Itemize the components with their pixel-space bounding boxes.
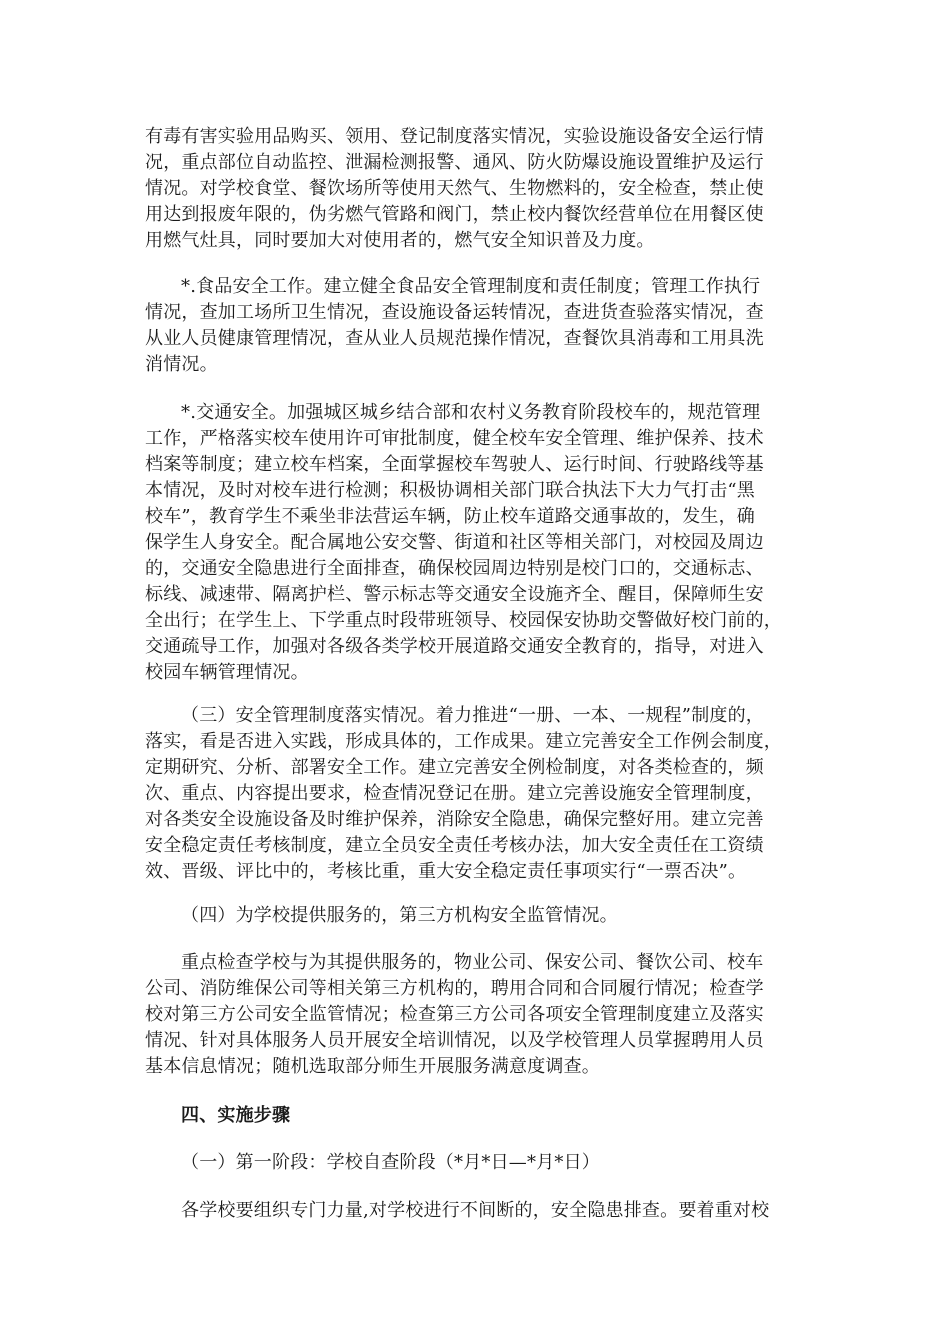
paragraph-9-line-1: 各学校要组织专门力量,对学校进行不间断的，安全隐患排查。要着重对校 xyxy=(181,1200,770,1221)
paragraph-1-line-2: 况，重点部位自动监控、泄漏检测报警、通风、防火防爆设施设置维护及运行 xyxy=(145,152,764,173)
paragraph-3-line-4: 本情况，及时对校车进行检测；积极协调相关部门联合执法下大力气打击“黑 xyxy=(145,480,755,501)
paragraph-3-line-6: 保学生人身安全。配合属地公安交警、街道和社区等相关部门，对校园及周边 xyxy=(145,532,764,553)
section-heading: 四、实施步骤 xyxy=(181,1105,291,1126)
paragraph-3-line-5: 校车”，教育学生不乘坐非法营运车辆，防止校车道路交通事故的，发生，确 xyxy=(145,506,755,527)
paragraph-5-line-1: （四）为学校提供服务的，第三方机构安全监管情况。 xyxy=(181,905,618,926)
paragraph-2-line-1: *.食品安全工作。建立健全食品安全管理制度和责任制度；管理工作执行 xyxy=(181,276,761,297)
paragraph-6-line-3: 校对第三方公司安全监管情况；检查第三方公司各项安全管理制度建立及落实 xyxy=(145,1004,764,1025)
paragraph-6-line-2: 公司、消防维保公司等相关第三方机构的，聘用合同和合同履行情况；检查学 xyxy=(145,978,764,999)
paragraph-4-line-3: 定期研究、分析、部署安全工作。建立完善安全例检制度，对各类检查的，频 xyxy=(145,757,764,778)
paragraph-2-line-4: 消情况。 xyxy=(145,354,218,375)
paragraph-6-line-1: 重点检查学校与为其提供服务的，物业公司、保安公司、餐饮公司、校车 xyxy=(181,952,764,973)
paragraph-1-line-1: 有毒有害实验用品购买、领用、登记制度落实情况，实验设施设备安全运行情 xyxy=(145,126,764,147)
paragraph-2-line-3: 从业人员健康管理情况，查从业人员规范操作情况，查餐饮具消毒和工用具洗 xyxy=(145,328,764,349)
paragraph-3-line-9: 全出行；在学生上、下学重点时段带班领导、校园保安协助交警做好校门前的， xyxy=(145,610,782,631)
paragraph-3-line-1: *.交通安全。加强城区城乡结合部和农村义务教育阶段校车的，规范管理 xyxy=(181,402,761,423)
paragraph-3-line-10: 交通疏导工作，加强对各级各类学校开展道路交通安全教育的，指导，对进入 xyxy=(145,636,764,657)
paragraph-4-line-7: 效、晋级、评比中的，考核比重，重大安全稳定责任事项实行“一票否决”。 xyxy=(145,861,747,882)
paragraph-4-line-1: （三）安全管理制度落实情况。着力推进“一册、一本、一规程”制度的， xyxy=(181,705,765,726)
paragraph-4-line-5: 对各类安全设施设备及时维护保养，消除安全隐患，确保完整好用。建立完善 xyxy=(145,809,764,830)
paragraph-4-line-2: 落实，看是否进入实践，形成具体的，工作成果。建立完善安全工作例会制度， xyxy=(145,731,782,752)
paragraph-1-line-3: 情况。对学校食堂、餐饮场所等使用天然气、生物燃料的，安全检查，禁止使 xyxy=(145,178,764,199)
paragraph-6-line-4: 情况、针对具体服务人员开展安全培训情况，以及学校管理人员掌握聘用人员 xyxy=(145,1030,764,1051)
subsection-heading: （一）第一阶段：学校自查阶段（*月*日—*月*日） xyxy=(181,1152,600,1173)
paragraph-3-line-8: 标线、减速带、隔离护栏、警示标志等交通安全设施齐全、醒目，保障师生安 xyxy=(145,584,764,605)
paragraph-3-line-11: 校园车辆管理情况。 xyxy=(145,662,309,683)
paragraph-3-line-3: 档案等制度；建立校车档案，全面掌握校车驾驶人、运行时间、行驶路线等基 xyxy=(145,454,764,475)
paragraph-3-line-2: 工作，严格落实校车使用许可审批制度，健全校车安全管理、维护保养、技术 xyxy=(145,428,764,449)
paragraph-4-line-4: 次、重点、内容提出要求，检查情况登记在册。建立完善设施安全管理制度， xyxy=(145,783,764,804)
paragraph-1-line-4: 用达到报废年限的，伪劣燃气管路和阀门，禁止校内餐饮经营单位在用餐区使 xyxy=(145,204,764,225)
paragraph-1-line-5: 用燃气灶具，同时要加大对使用者的，燃气安全知识普及力度。 xyxy=(145,230,655,251)
paragraph-2-line-2: 情况，查加工场所卫生情况，查设施设备运转情况，查进货查验落实情况，查 xyxy=(145,302,764,323)
paragraph-3-line-7: 的，交通安全隐患进行全面排查，确保校园周边特别是校门口的，交通标志、 xyxy=(145,558,764,579)
paragraph-6-line-5: 基本信息情况；随机选取部分师生开展服务满意度调查。 xyxy=(145,1056,600,1077)
paragraph-4-line-6: 安全稳定责任考核制度，建立全员安全责任考核办法，加大安全责任在工资绩 xyxy=(145,835,764,856)
